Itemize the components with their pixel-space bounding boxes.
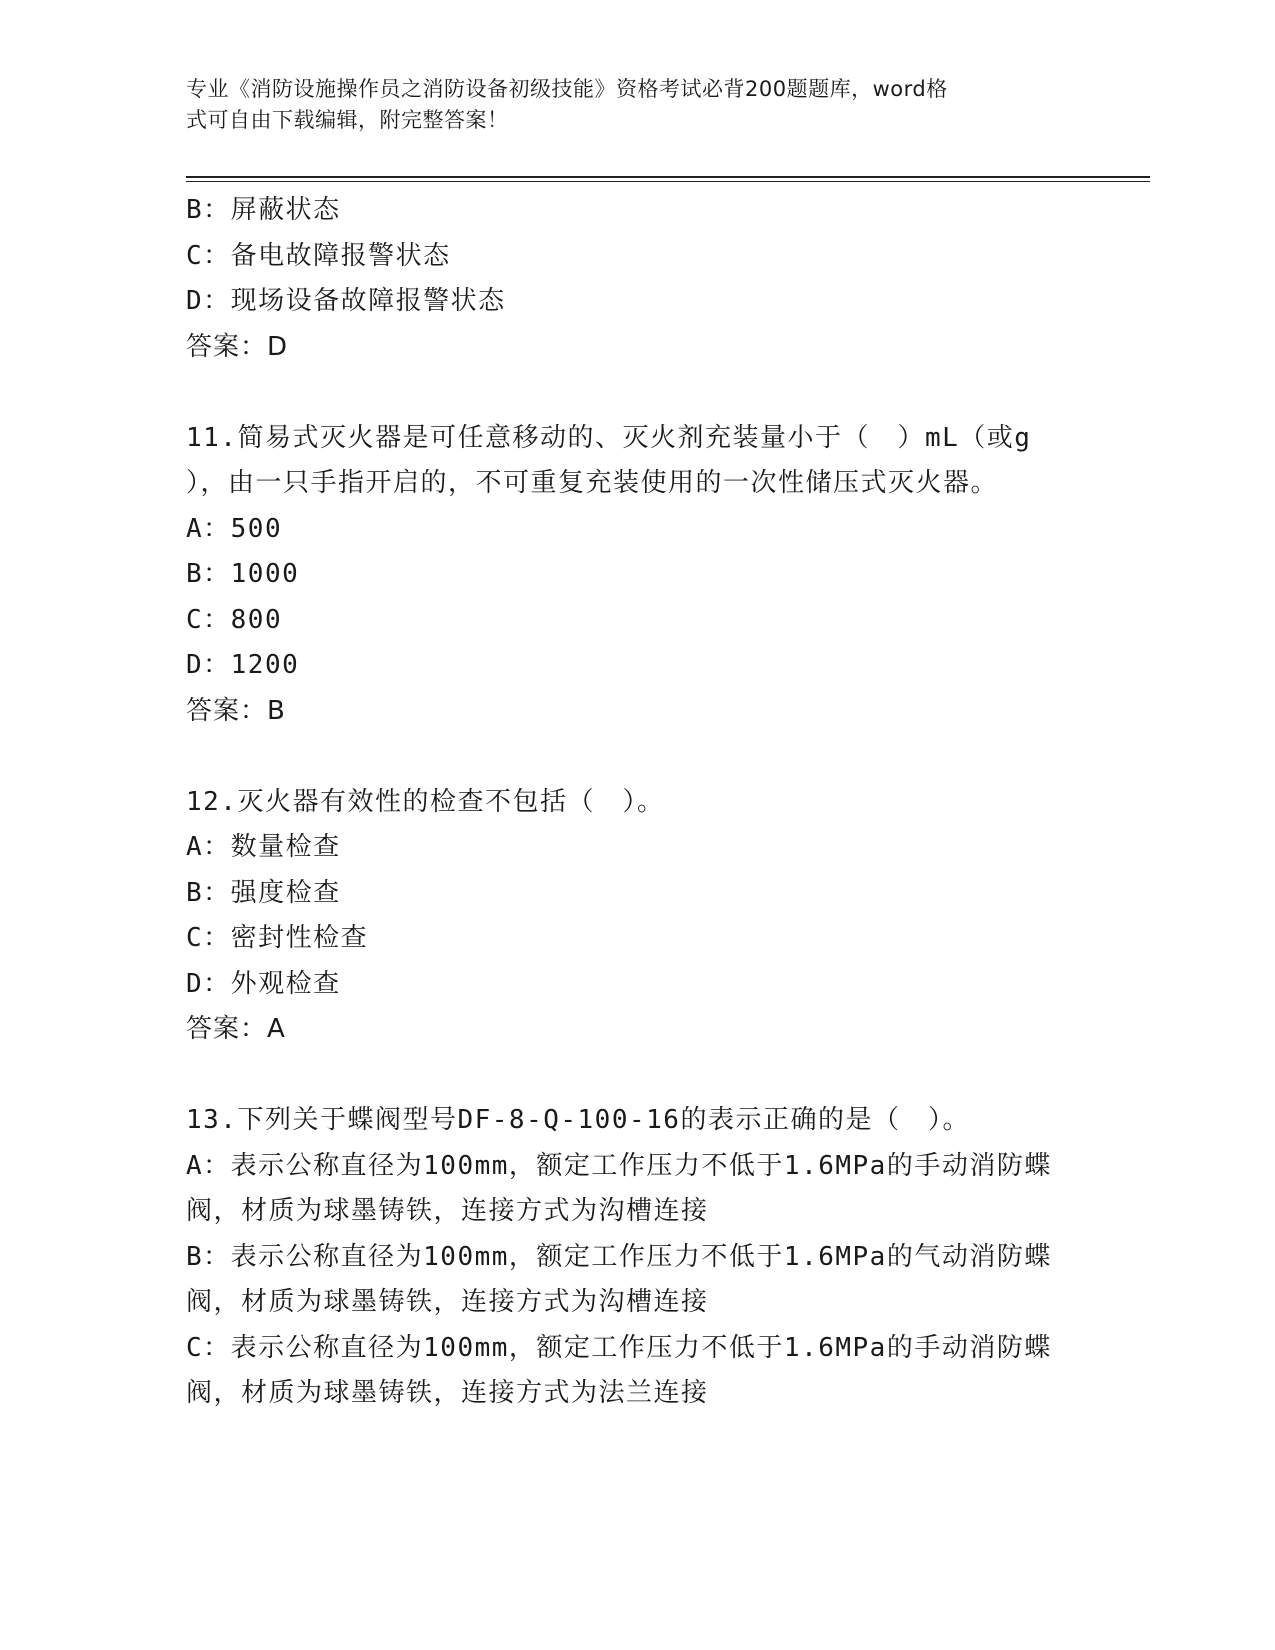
option-c: C：800 — [186, 604, 283, 635]
document-header — [186, 74, 1066, 136]
question-stem-continued: ），由一只手指开启的，不可重复充装使用的一次性储压式灭火器。 — [186, 468, 999, 498]
option-a: A：表示公称直径为100mm，额定工作压力不低于1.6MPa的手动消防蝶 — [186, 1150, 1052, 1181]
document-body — [186, 188, 1086, 1417]
question-stem: 11.简易式灭火器是可任意移动的、灭火剂充装量小于（ ）mL（或g — [186, 422, 1032, 453]
option-d: D：现场设备故障报警状态 — [186, 286, 506, 316]
answer-line: 答案：B — [186, 695, 286, 726]
header-line-2: 式可自由下载编辑，附完整答案！ — [186, 108, 509, 132]
question-13 — [186, 1098, 1086, 1417]
header-line-1: 专业《消防设施操作员之消防设备初级技能》资格考试必背200题题库，word格 — [186, 77, 948, 101]
option-b-continued: 阀，材质为球墨铸铁，连接方式为沟槽连接 — [186, 1287, 709, 1317]
answer-line: 答案：D — [186, 331, 289, 362]
option-c: C：密封性检查 — [186, 923, 369, 953]
option-c: C：备电故障报警状态 — [186, 240, 451, 271]
option-b: B：1000 — [186, 559, 300, 589]
answer-line: 答案：A — [186, 1014, 286, 1044]
option-b: B：表示公称直径为100mm，额定工作压力不低于1.6MPa的气动消防蝶 — [186, 1241, 1052, 1272]
option-b: B：强度检查 — [186, 877, 341, 908]
option-a: A：数量检查 — [186, 832, 341, 862]
option-a-continued: 阀，材质为球墨铸铁，连接方式为沟槽连接 — [186, 1196, 709, 1226]
question-12 — [186, 780, 1086, 1053]
option-a: A：500 — [186, 513, 283, 544]
option-b: B：屏蔽状态 — [186, 195, 341, 225]
spacer — [186, 1053, 1086, 1099]
option-d: D：1200 — [186, 650, 300, 680]
header-divider-thick — [186, 176, 1150, 178]
question-stem: 13.下列关于蝶阀型号DF-8-Q-100-16的表示正确的是（ ）。 — [186, 1105, 970, 1135]
spacer — [186, 734, 1086, 780]
option-c: C：表示公称直径为100mm，额定工作压力不低于1.6MPa的手动消防蝶 — [186, 1332, 1052, 1363]
question-stem: 12.灭火器有效性的检查不包括（ ）。 — [186, 786, 665, 817]
question-10-tail — [186, 188, 1086, 370]
option-c-continued: 阀，材质为球墨铸铁，连接方式为法兰连接 — [186, 1378, 709, 1408]
header-divider-thin — [186, 181, 1150, 182]
question-11 — [186, 416, 1086, 735]
spacer — [186, 370, 1086, 416]
option-d: D：外观检查 — [186, 968, 341, 999]
